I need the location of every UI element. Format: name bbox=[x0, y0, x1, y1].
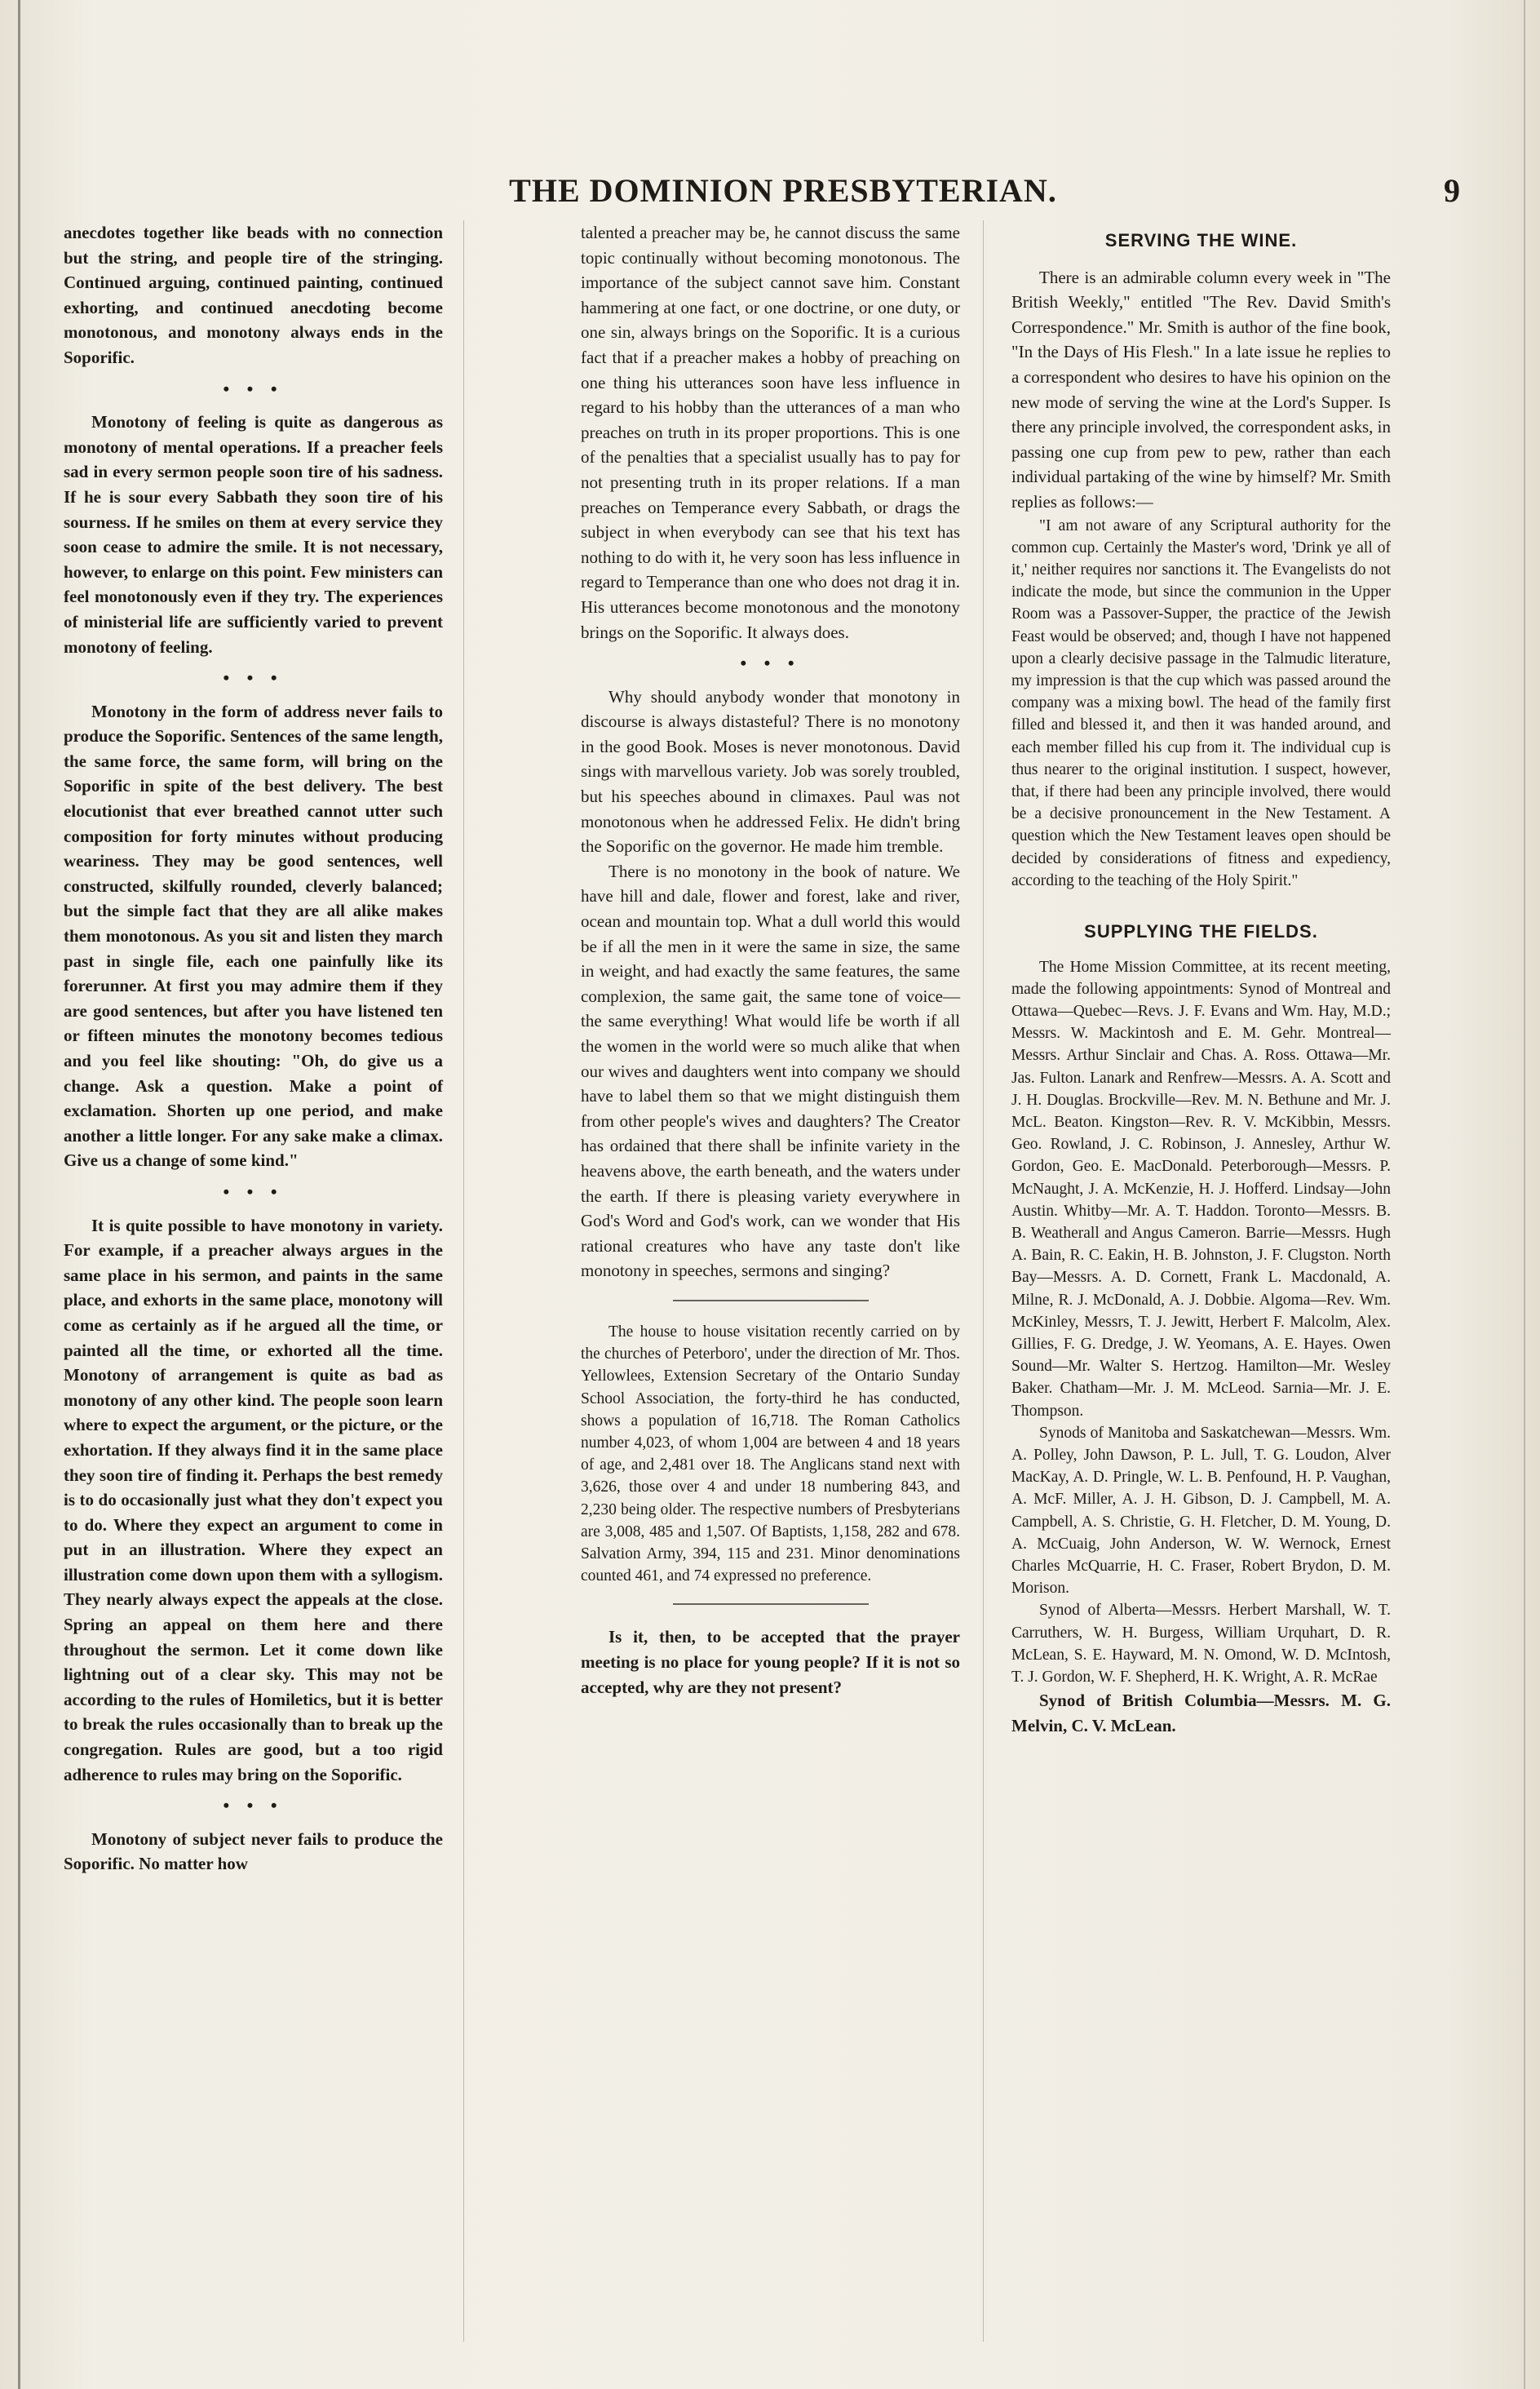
heading-serving-the-wine: SERVING THE WINE. bbox=[1104, 230, 1298, 250]
star-divider: • • • bbox=[223, 1181, 284, 1202]
col1-paragraph-4: It is quite possible to have monotony in variety. For example, if a preacher always argues in the same place in his sermon, and paints in the same place, and exhorts in the same place, monotony will come as certainly as if he argued all the time, or painted all the time, or exhorted all the time. Monotony of arrangement is quite as bad as monotony of any other kind. The people soon learn where to expect the argument, or the picture, or the exhortation. If they always find it in the same place they soon tire of finding it. Perhaps the best remedy is to do occasionally just what they don't expect you to do. Where they expect an argument to come in put in an illustration. Where they expect an illustration come down upon them with a syllogism. They nearly always expect the appeals at the close. Spring an appeal on them here and there throughout the sermon. Let it come down like lightning out of a clear sky. This may not be according to the rules of Homiletics, but it is better to break the rules occasionally than to break up the congregation. Rules are good, but a too rigid adherence to rules may bring on the Soporific. bbox=[64, 1215, 443, 1784]
star-divider: • • • bbox=[740, 653, 801, 674]
col2-paragraph-3: There is no monotony in the book of nature. We have hill and dale, flower and forest, lake and river, ocean and mountain top. What a dull world this would be if all the men in it were the same in size, the same in weight, and had exactly the same features, the same complexion, the same gait, the same tone of voice—the same everything! What would life be worth if all the women in the world were so much alike that when our wives and daughters went into company we should have to label them so that we might distinguish them from other people's wives and daughters? The Creator has ordained that there shall be infinite variety in the heavens above, the earth beneath, and the waters under the earth. If there is pleasing variety everywhere in God's Word and God's work, can we wonder that His rational creatures who have any taste don't like monotony in speeches, sermons and singing? bbox=[581, 861, 960, 1281]
col3-paragraph-alberta: Synod of Alberta—Messrs. Herbert Marshall, W. T. Carruthers, W. H. Burgess, William Urquhart, D. R. McLean, S. E. Hayward, M. N. Omond, W. D. McIntosh, T. J. Gordon, W. F. Shepherd, H. K. Wright, A. R. McRae bbox=[1011, 1602, 1391, 1686]
heading-supplying-the-fields: SUPPLYING THE FIELDS. bbox=[1084, 920, 1318, 942]
page-header bbox=[106, 171, 1460, 212]
star-divider: • • • bbox=[223, 1795, 284, 1816]
col3-quotation: "I am not aware of any Scriptural authority for the common cup. Certainly the Master's word, 'Drink ye all of it,' neither requires nor sanctions it. The Evangelists do not indicate the mode, but since the communion in the Upper Room was a Passover-Supper, the practice of the Jewish Feast would be observed; and, though I have not happened upon a clearly decisive passage in the Talmudic literature, my impression is that the cup which was passed around the company was a mixing bowl. The head of the family first filled and blessed it, and then it was handed around, and each member filled his cup from it. The individual cup is thus nearer to the original institution. I suspect, however, that, if there had been any principle involved, there would be a decisive pronouncement in the New Testament. A question which the New Testament leaves open should be decided by considerations of fitness and expediency, according to the teaching of the Holy Spirit." bbox=[1011, 516, 1391, 889]
col3-paragraph-appointments: The Home Mission Committee, at its recent meeting, made the following appointments: Synod of Montreal and Ottawa—Quebec—Revs. J. F. Evans and Wm. Hay, M.D.; Messrs. W. Mackintosh and E. M. Gehr. Montreal—Messrs. Arthur Sinclair and Chas. A. Ross. Ottawa—Mr. Jas. Fulton. Lanark and Renfrew—Messrs. A. A. Scott and J. H. Douglas. Brockville—Rev. M. N. Bethune and Mr. J. McL. Beaton. Kingston—Rev. R. V. McKibbin, Messrs. Geo. Rowland, J. C. Robinson, J. Annesley, Arthur W. Gordon, Geo. E. MacDonald. Peterborough—Messrs. P. McNaught, J. A. McKenzie, H. J. Hofferd. Lindsay—John Austin. Whitby—Mr. A. T. Haddon. Toronto—Messrs. B. B. Weatherall and Angus Cameron. Barrie—Messrs. Hugh A. Bain, R. C. Eakin, H. B. Johnston, J. F. Clugston. North Bay—Messrs. A. D. Cornett, Frank L. Macdonald, A. Milne, R. J. McDonald, A. J. Dobbie. Algoma—Rev. Wm. McKinley, Messrs, T. J. Jewitt, Herbert F. Malcolm, Alex. Gillies, F. G. Dredge, J. W. Yeomans, A. E. Hayes. Owen Sound—Mr. Walter S. Hertzog. Hamilton—Mr. Wesley Baker. Chatham—Mr. J. M. McLeod. Sarnia—Mr. J. E. Thompson. bbox=[1011, 958, 1391, 1420]
masthead-title: THE DOMINION PRESBYTERIAN. bbox=[509, 172, 1057, 209]
col3-paragraph-1: There is an admirable column every week in "The British Weekly," entitled "The Rev. David Smith's Correspondence." Mr. Smith is author of the fine book, "In the Days of His Flesh." In a late issue he replies to a correspondent who desires to have his opinion on the new mode of serving the wine at the Lord's Supper. Is there any principle involved, the correspondent asks, in passing one cup from pew to pew, rather than each individual partaking of the wine by himself? Mr. Smith replies as follows:— bbox=[1011, 267, 1391, 512]
star-divider: • • • bbox=[223, 378, 284, 399]
col2-paragraph-5: Is it, then, to be accepted that the prayer meeting is no place for young people? If it is not so accepted, why are they not present? bbox=[581, 1627, 960, 1697]
section-separator bbox=[673, 1300, 869, 1301]
column-3 bbox=[1011, 228, 1391, 1738]
page-edge-left bbox=[18, 0, 20, 2389]
col1-paragraph-5: Monotony of subject never fails to produce the Soporific. No matter how bbox=[64, 1828, 443, 1874]
page-edge-right bbox=[1524, 0, 1525, 2389]
column-1 bbox=[64, 220, 443, 1877]
col2-paragraph-4: The house to house visitation recently carried on by the churches of Peterboro', under the direction of Mr. Thos. Yellowlees, Extension Secretary of the Ontario Sunday School Association, the forty-third he has conducted, shows a population of 16,718. The Roman Catholics number 4,023, of whom 1,004 are between 4 and 18 years of age, and 2,481 over 18. The Anglicans stand next with 3,626, those over 4 and under 18 numbering 843, and 2,230 being older. The respective numbers of Presbyterians are 3,008, 485 and 1,507. Of Baptists, 1,158, 282 and 678. Salvation Army, 394, 115 and 231. Minor denominations counted 461, and 74 expressed no preference. bbox=[581, 1323, 960, 1585]
page-number: 9 bbox=[1444, 172, 1460, 209]
col3-paragraph-manitoba: Synods of Manitoba and Saskatchewan—Messrs. Wm. A. Polley, John Dawson, P. L. Jull, T. G. Loudon, Alver MacKay, A. D. Pringle, W. L. B. Penfound, H. P. Vaughan, A. McF. Miller, A. J. H. Gibson, D. J. Campbell, M. A. Campbell, A. S. Christie, G. H. Fletcher, D. M. Young, D. A. McCuaig, John Anderson, W. W. Wernock, Ernest Charles McQuarrie, H. C. Fraser, Robert Brydon, D. M. Morison. bbox=[1011, 1424, 1391, 1598]
col2-paragraph-1: talented a preacher may be, he cannot discuss the same topic continually without becoming monotonous. The importance of the subject cannot save him. Constant hammering at one fact, or one doctrine, or one duty, or one sin, always brings on the Soporific. It is a curious fact that if a preacher makes a hobby of preaching on one thing his utterances soon have less influence in regard to his hobby than the utterances of a man who preaches on truth in its proper proportions. This is one of the penalties that a specialist usually has to pay for not presenting truth in its proper relations. If a man preaches on Temperance every Sabbath, or drags the subject in when everybody can see that his text has nothing to do with it, he very soon has less influence in regard to Temperance than one who does not drag it in. His utterances become monotonous and the monotony brings on the Soporific. It always does. bbox=[581, 223, 960, 642]
section-separator bbox=[673, 1603, 869, 1605]
star-divider: • • • bbox=[223, 667, 284, 689]
col2-paragraph-2: Why should anybody wonder that monotony in discourse is always distasteful? There is no monotony in the good Book. Moses is never monotonous. David sings with marvellous variety. Job was sorely troubled, but his speeches abound in climaxes. Paul was not monotonous when he addressed Felix. He didn't bring the Soporific on the governor. He made him tremble. bbox=[581, 686, 960, 857]
column-rule bbox=[983, 220, 984, 2342]
col1-paragraph-3: Monotony in the form of address never fails to produce the Soporific. Sentences of the same length, the same force, the same form, will bring on the Soporific in spite of the best delivery. The best elocutionist that ever breathed cannot utter such composition for forty minutes without producing weariness. They may be good sentences, well constructed, skilfully rounded, cleverly balanced; but the simple fact that they are all alike makes them monotonous. As you sit and listen they march past in single file, each one painfully like its forerunner. At first you may admire them if they are good sentences, but after you have listened ten or fifteen minutes the monotony becomes tedious and you feel like shouting: "Oh, do give us a change. Ask a question. Make a point of exclamation. Shorten up one period, and make another a little longer. For any sake make a climax. Give us a change of some kind." bbox=[64, 701, 443, 1171]
col3-paragraph-british-columbia: Synod of British Columbia—Messrs. M. G. Melvin, C. V. McLean. bbox=[1011, 1691, 1391, 1735]
col1-paragraph-1: anecdotes together like beads with no connection but the string, and people tire of the stringing. Continued arguing, continued painting, continued exhorting, and continued anecdoting become monotonous, and monotony always ends in the Soporific. bbox=[64, 223, 443, 367]
column-rule bbox=[463, 220, 464, 2342]
col1-paragraph-2: Monotony of feeling is quite as dangerous as monotony of mental operations. If a preacher feels sad in every sermon people soon tire of his sadness. If he is sour every Sabbath they soon tire of his sourness. If he smiles on them at every service they soon cease to admire the smile. It is not necessary, however, to enlarge on this point. Few ministers can feel monotonously even if they try. The experiences of ministerial life are sufficiently varied to prevent monotony of feeling. bbox=[64, 412, 443, 657]
column-2 bbox=[581, 220, 960, 1700]
